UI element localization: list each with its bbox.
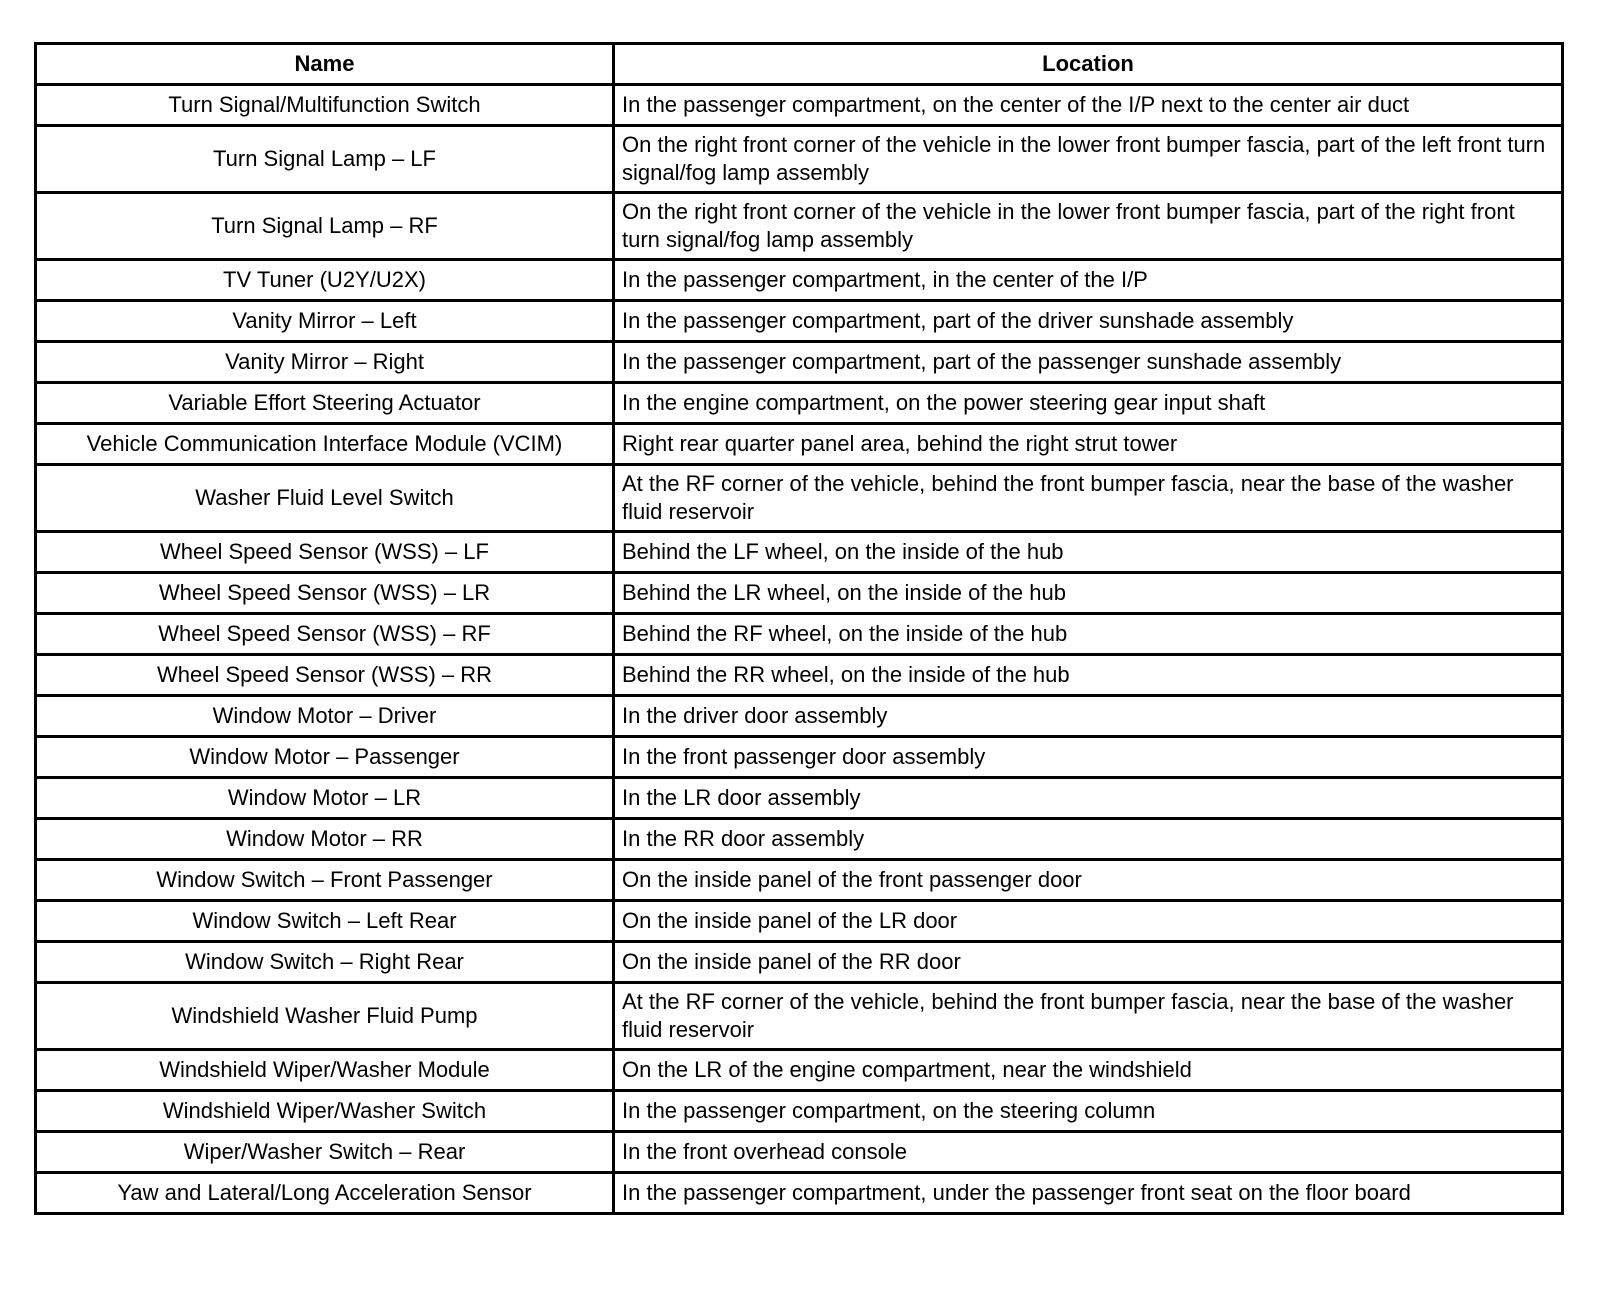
component-location: In the front passenger door assembly <box>614 737 1563 778</box>
component-name: Window Motor – Passenger <box>36 737 614 778</box>
table-row <box>36 737 1563 778</box>
table-row <box>36 860 1563 901</box>
table-row <box>36 819 1563 860</box>
component-name: Wheel Speed Sensor (WSS) – LF <box>36 532 614 573</box>
table-row <box>36 1173 1563 1214</box>
component-name: Turn Signal Lamp – LF <box>36 126 614 193</box>
component-location: On the right front corner of the vehicle in the lower front bumper fascia, part of the left front turn signal/fog lamp assembly <box>614 126 1563 193</box>
table-row <box>36 614 1563 655</box>
table-row <box>36 696 1563 737</box>
component-location: In the passenger compartment, on the center of the I/P next to the center air duct <box>614 85 1563 126</box>
component-name: Washer Fluid Level Switch <box>36 465 614 532</box>
table-row <box>36 383 1563 424</box>
table-row <box>36 1091 1563 1132</box>
component-location: Behind the LR wheel, on the inside of the hub <box>614 573 1563 614</box>
component-location: In the driver door assembly <box>614 696 1563 737</box>
component-name: Vanity Mirror – Right <box>36 342 614 383</box>
component-name: Turn Signal/Multifunction Switch <box>36 85 614 126</box>
component-name: TV Tuner (U2Y/U2X) <box>36 260 614 301</box>
component-location: On the inside panel of the RR door <box>614 942 1563 983</box>
component-name: Yaw and Lateral/Long Acceleration Sensor <box>36 1173 614 1214</box>
table-row <box>36 424 1563 465</box>
component-location: At the RF corner of the vehicle, behind the front bumper fascia, near the base of the washer fluid reservoir <box>614 983 1563 1050</box>
component-location: In the passenger compartment, under the passenger front seat on the floor board <box>614 1173 1563 1214</box>
table-row <box>36 465 1563 532</box>
component-name: Windshield Wiper/Washer Switch <box>36 1091 614 1132</box>
component-name: Wheel Speed Sensor (WSS) – RR <box>36 655 614 696</box>
component-name: Variable Effort Steering Actuator <box>36 383 614 424</box>
component-location: In the passenger compartment, in the center of the I/P <box>614 260 1563 301</box>
component-location: Behind the RF wheel, on the inside of the hub <box>614 614 1563 655</box>
table-row <box>36 301 1563 342</box>
header-row <box>36 44 1563 85</box>
table-row <box>36 1132 1563 1173</box>
component-name: Wheel Speed Sensor (WSS) – RF <box>36 614 614 655</box>
component-location: In the LR door assembly <box>614 778 1563 819</box>
component-name: Vehicle Communication Interface Module (VCIM) <box>36 424 614 465</box>
component-location: On the LR of the engine compartment, near the windshield <box>614 1050 1563 1091</box>
component-name: Windshield Washer Fluid Pump <box>36 983 614 1050</box>
component-location: On the right front corner of the vehicle in the lower front bumper fascia, part of the right front turn signal/fog lamp assembly <box>614 193 1563 260</box>
component-location: In the RR door assembly <box>614 819 1563 860</box>
component-location: On the inside panel of the LR door <box>614 901 1563 942</box>
header-location: Location <box>614 44 1563 85</box>
component-name: Window Motor – LR <box>36 778 614 819</box>
table-row <box>36 942 1563 983</box>
table-row <box>36 901 1563 942</box>
header-name: Name <box>36 44 614 85</box>
component-name: Wheel Speed Sensor (WSS) – LR <box>36 573 614 614</box>
component-location: Right rear quarter panel area, behind the right strut tower <box>614 424 1563 465</box>
table-row <box>36 983 1563 1050</box>
component-name: Window Switch – Right Rear <box>36 942 614 983</box>
table-row <box>36 126 1563 193</box>
component-name: Turn Signal Lamp – RF <box>36 193 614 260</box>
table-row <box>36 193 1563 260</box>
component-location: Behind the LF wheel, on the inside of the hub <box>614 532 1563 573</box>
component-location-table <box>34 42 1564 1215</box>
table-row <box>36 573 1563 614</box>
component-location: In the passenger compartment, part of the passenger sunshade assembly <box>614 342 1563 383</box>
table-row <box>36 1050 1563 1091</box>
component-name: Vanity Mirror – Left <box>36 301 614 342</box>
component-name: Window Motor – Driver <box>36 696 614 737</box>
component-location: In the engine compartment, on the power steering gear input shaft <box>614 383 1563 424</box>
table-row <box>36 260 1563 301</box>
table-row <box>36 342 1563 383</box>
component-location: On the inside panel of the front passenger door <box>614 860 1563 901</box>
component-name: Window Switch – Left Rear <box>36 901 614 942</box>
component-location: Behind the RR wheel, on the inside of the hub <box>614 655 1563 696</box>
component-location: In the front overhead console <box>614 1132 1563 1173</box>
component-name: Window Switch – Front Passenger <box>36 860 614 901</box>
table-row <box>36 778 1563 819</box>
component-name: Window Motor – RR <box>36 819 614 860</box>
component-name: Wiper/Washer Switch – Rear <box>36 1132 614 1173</box>
component-location: At the RF corner of the vehicle, behind the front bumper fascia, near the base of the washer fluid reservoir <box>614 465 1563 532</box>
component-location: In the passenger compartment, on the steering column <box>614 1091 1563 1132</box>
component-name: Windshield Wiper/Washer Module <box>36 1050 614 1091</box>
table-row <box>36 85 1563 126</box>
table-row <box>36 655 1563 696</box>
table-row <box>36 532 1563 573</box>
component-location: In the passenger compartment, part of the driver sunshade assembly <box>614 301 1563 342</box>
